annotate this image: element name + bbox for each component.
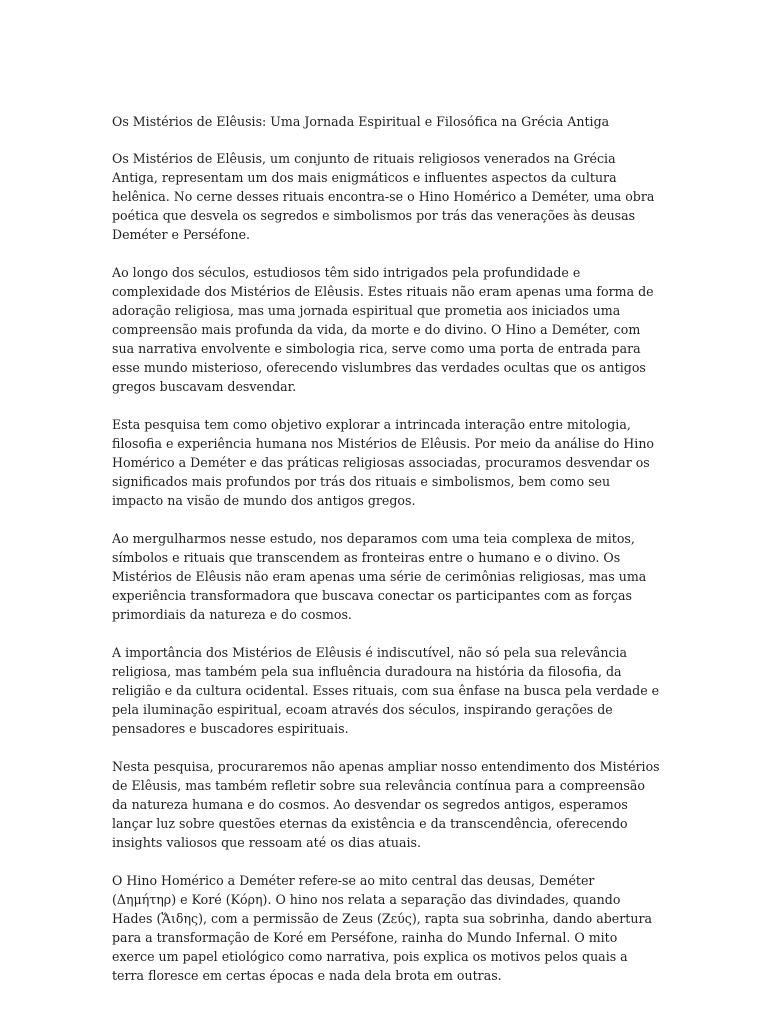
paragraph-3: Esta pesquisa tem como objetivo explorar a intrincada interação entre mitologia, filosofia e experiência humana nos Mistérios de Elêusis. Por meio da análise do Hino Homérico a Deméter e das práticas religiosas associadas, procuramos desvendar os significados mais profundos por trás dos rituais e simbolismos, bem como seu impacto na visão de mundo dos antigos gregos. bbox=[112, 417, 655, 508]
document-title: Os Mistérios de Elêusis: Uma Jornada Espiritual e Filosófica na Grécia Antiga bbox=[112, 114, 610, 129]
paragraph-5: A importância dos Mistérios de Elêusis é indiscutível, não só pela sua relevância religiosa, mas também pela sua influência duradoura na história da filosofia, da religião e da cultura ocidental. Esses rituais, com sua ênfase na busca pela verdade e pela iluminação espiritual, ecoam através dos séculos, inspirando gerações de pensadores e buscadores espirituais. bbox=[112, 645, 660, 736]
paragraph-4: Ao mergulharmos nesse estudo, nos deparamos com uma teia complexa de mitos, símbolos e rituais que transcendem as fronteiras entre o humano e o divino. Os Mistérios de Elêusis não eram apenas uma série de cerimônias religiosas, mas uma experiência transformadora que buscava conectar os participantes com as forças primordiais da natureza e do cosmos. bbox=[112, 531, 647, 622]
paragraph-2: Ao longo dos séculos, estudiosos têm sido intrigados pela profundidade e complexidade dos Mistérios de Elêusis. Estes rituais não eram apenas uma forma de adoração religiosa, mas uma jornada espiritual que prometia aos iniciados uma compreensão mais profunda da vida, da morte e do divino. O Hino a Deméter, com sua narrativa envolvente e simbologia rica, serve como uma porta de entrada para esse mundo misterioso, oferecendo vislumbres das verdades ocultas que os antigos gregos buscavam desvendar. bbox=[112, 265, 654, 394]
paragraph-7: O Hino Homérico a Deméter refere-se ao mito central das deusas, Deméter (Δημήτηρ) e Koré (Κόρη). O hino nos relata a separação das divindades, quando Hades (Ἅιδης), com a permissão de Zeus (Ζεύς), rapta sua sobrinha, dando abertura para a transformação de Koré em Perséfone, rainha do Mundo Infernal. O mito exerce um papel etiológico como narrativa, pois explica os motivos pelos quais a terra floresce em certas épocas e nada dela brota em outras. bbox=[112, 873, 652, 983]
paragraph-6: Nesta pesquisa, procuraremos não apenas ampliar nosso entendimento dos Mistérios de Elêusis, mas também refletir sobre sua relevância contínua para a compreensão da natureza humana e do cosmos. Ao desvendar os segredos antigos, esperamos lançar luz sobre questões eternas da existência e da transcendência, oferecendo insights valiosos que ressoam até os dias atuais. bbox=[112, 759, 660, 850]
paragraph-1: Os Mistérios de Elêusis, um conjunto de rituais religiosos venerados na Grécia Antiga, representam um dos mais enigmáticos e influentes aspectos da cultura helênica. No cerne desses rituais encontra-se o Hino Homérico a Deméter, uma obra poética que desvela os segredos e simbolismos por trás das venerações às deusas Deméter e Perséfone. bbox=[112, 151, 655, 242]
document-page bbox=[112, 112, 660, 1004]
